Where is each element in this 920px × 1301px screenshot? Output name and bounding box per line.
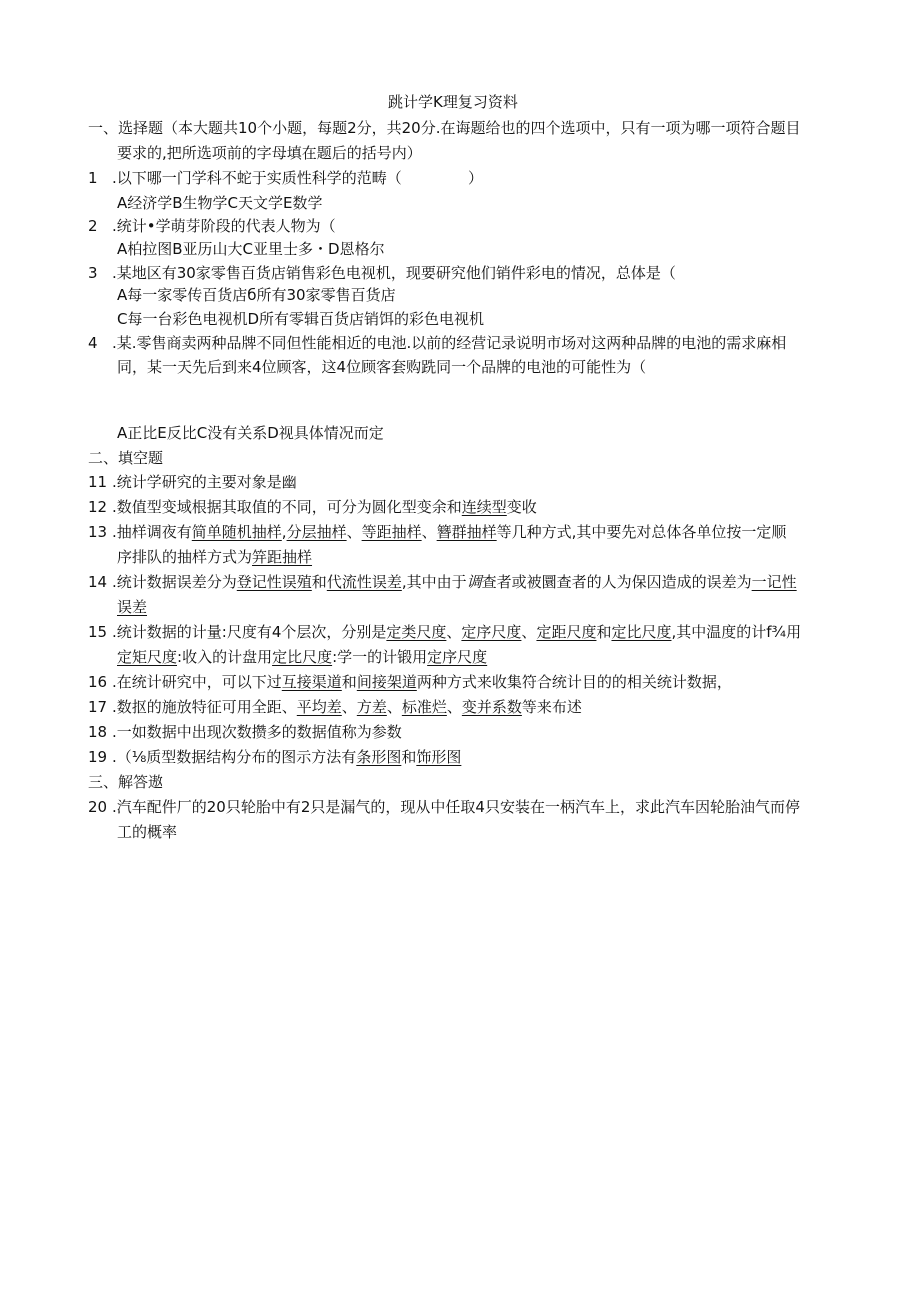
q13-number: 13 [88, 523, 108, 541]
q13-answer-5: 笄距抽样 [252, 548, 313, 566]
q16-answer-2: 间接架道 [356, 673, 417, 691]
q19-answer-1: 条形图 [356, 748, 402, 766]
q18-number: 18 [88, 723, 108, 741]
q12-answer: 连续型 [461, 498, 507, 516]
q14-mid-2: 查者或被圜查者的人为保囚造成的误差为 [481, 573, 752, 591]
q14-number: 14 [88, 573, 108, 591]
q16-text [112, 672, 732, 692]
q15-answer-6: 定比尺度 [272, 648, 333, 666]
q12-tail: 变收 [506, 498, 537, 516]
q3-number: 3 [88, 264, 98, 282]
document-title: 跳计学K理复习资料 [388, 93, 518, 111]
q14-stem: .统计数据误差分为 [112, 573, 237, 591]
q11-answer: 幽 [281, 473, 297, 491]
q11-stem: .统计学研究的主要对象是 [112, 473, 282, 491]
q15-sep-1: 、 [446, 623, 462, 641]
q14-answer-2: 代流性误差 [326, 573, 402, 591]
q17-sep-2: 、 [386, 698, 402, 716]
q14-text-cont [117, 597, 147, 617]
q13-sep-1: , [281, 523, 287, 541]
q14-mid: ,其中由于 [401, 573, 467, 591]
q17-answer-1: 平均差 [296, 698, 342, 716]
q14-sep-1: 和 [311, 573, 327, 591]
q19-answer-2: 饰形图 [416, 748, 462, 766]
section3-heading: 三、解答遨 [88, 773, 164, 791]
q15-answer-7: 定序尺度 [427, 648, 488, 666]
q15-answer-2: 定序尺度 [461, 623, 522, 641]
q15-answer-3: 定距尺度 [536, 623, 597, 641]
q13-answer-1: 简单随机抽样 [191, 523, 282, 541]
q15-number: 15 [88, 623, 108, 641]
q13-text-cont [117, 547, 312, 567]
q17-sep-1: 、 [341, 698, 357, 716]
q13-answer-3: 等距抽样 [361, 523, 422, 541]
q13-sep-3: 、 [421, 523, 437, 541]
q13-text [112, 522, 786, 542]
q17-answer-3: 标准烂 [401, 698, 447, 716]
q16-stem: .在统计研究中，可以下过 [112, 673, 282, 691]
q15-stem: .统计数据的计量:尺度有4个层次，分别是 [112, 623, 387, 641]
q14-answer-3: 一记性 [751, 573, 797, 591]
q17-sep-3: 、 [446, 698, 462, 716]
q4-text-cont: 同，某一天先后到来4位顾客，这4位顾客套购跣同一个品牌的电池的可能性为（ [117, 358, 647, 376]
q15-answer-4: 定比尺度 [611, 623, 672, 641]
q1-number: 1 [88, 169, 98, 187]
q4-text: .某.零售商卖两种品牌不同但性能相近的电池.以前的经营记录说明市场对这两种品牌的电池的需求麻相 [112, 334, 787, 352]
q4-number: 4 [88, 334, 98, 352]
q19-sep: 和 [401, 748, 417, 766]
section2-heading: 二、填空题 [88, 449, 164, 467]
q15-sep-3: 和 [596, 623, 612, 641]
q11-number: 11 [88, 473, 108, 491]
q13-answer-4: 簪群抽样 [436, 523, 497, 541]
q16-tail: 两种方式来收集符合统计目的的相关统计数据， [416, 673, 732, 691]
q17-number: 17 [88, 698, 108, 716]
q17-text [112, 697, 582, 717]
section1-heading: 一、选择题（本大题共10个小题，每题2分，共20分.在诲题给也的四个选项中，只有一项为哪一项符合题目 [88, 119, 801, 137]
q17-tail: 等来布述 [521, 698, 582, 716]
section1-heading-cont: 要求的,把所选项前的字母填在题后的括号内） [117, 144, 422, 162]
q3-options-2: C每一台彩色电视机D所有零辑百货店销饵的彩色电视机 [117, 310, 485, 328]
q16-sep: 和 [341, 673, 357, 691]
q12-stem: .数值型变域根据其取值的不同，可分为圆化型变余和 [112, 498, 462, 516]
q15-sep-2: 、 [521, 623, 537, 641]
q17-answer-4: 变并系数 [461, 698, 522, 716]
q20-text: .汽车配件厂的20只轮胎中有2只是漏气的，现从中任取4只安装在一柄汽车上，求此汽车因轮胎油气而停 [112, 798, 800, 816]
q15-mid-1: :收入的计盘用 [177, 648, 273, 666]
q13-stem-2: 序排队的抽样方式为 [117, 548, 253, 566]
q14-mid-italic: 调 [466, 573, 482, 591]
q13-stem: .抽样调夜有 [112, 523, 192, 541]
q1-options: A经济学B生物学C天文学E数学 [117, 194, 323, 212]
q12-text [112, 497, 537, 517]
q16-answer-1: 互接渠道 [281, 673, 342, 691]
q15-text-cont [117, 647, 487, 667]
q20-text-cont: 工的概率 [117, 823, 178, 841]
q15-answer-5: 定矩尺度 [117, 648, 178, 666]
q11-text [112, 472, 297, 492]
q1-text: .以下哪一门学科不蛇于实质性科学的范畴（ [112, 169, 402, 187]
q14-answer-1: 登记性误殖 [236, 573, 312, 591]
q15-mid-2: :学一的计锻用 [332, 648, 428, 666]
q13-tail: 等几种方式,其中要先对总体各单位按一定顺 [496, 523, 787, 541]
q13-sep-2: 、 [346, 523, 362, 541]
q14-answer-3-cont: 误差 [117, 598, 148, 616]
q15-text [112, 622, 801, 642]
q15-answer-1: 定类尺度 [386, 623, 447, 641]
q13-answer-2: 分层抽样 [286, 523, 347, 541]
q19-text [112, 747, 461, 767]
q2-text: .统计•学萌芽阶段的代表人物为（ [112, 217, 336, 235]
q17-stem: .数抠的施放特征可用全距、 [112, 698, 297, 716]
q12-number: 12 [88, 498, 108, 516]
q16-number: 16 [88, 673, 108, 691]
q18-text: .一如数据中出现次数攒多的数据值称为参数 [112, 723, 402, 741]
q2-number: 2 [88, 217, 98, 235]
q19-number: 19 [88, 748, 108, 766]
q3-text: .某地区有30家零售百货店销售彩色电视机，现要研究他们销件彩电的情况，总体是（ [112, 264, 676, 282]
q20-number: 20 [88, 798, 108, 816]
q2-options: A柏拉图B亚历山大C亚里士多・D恩格尔 [117, 240, 385, 258]
q17-answer-2: 方差 [356, 698, 387, 716]
q3-options-1: A每一家零传百货店б所有30家零售百货店 [117, 286, 396, 304]
q1-paren-close: ） [468, 169, 484, 187]
q14-text [112, 572, 797, 592]
q19-stem: .（⅛质型数据结构分布的图示方法有 [112, 748, 357, 766]
q4-options: A正比E反比C没有关系D视具体情况而定 [117, 424, 384, 442]
q15-tail: ,其中温度的计f¾用 [671, 623, 802, 641]
